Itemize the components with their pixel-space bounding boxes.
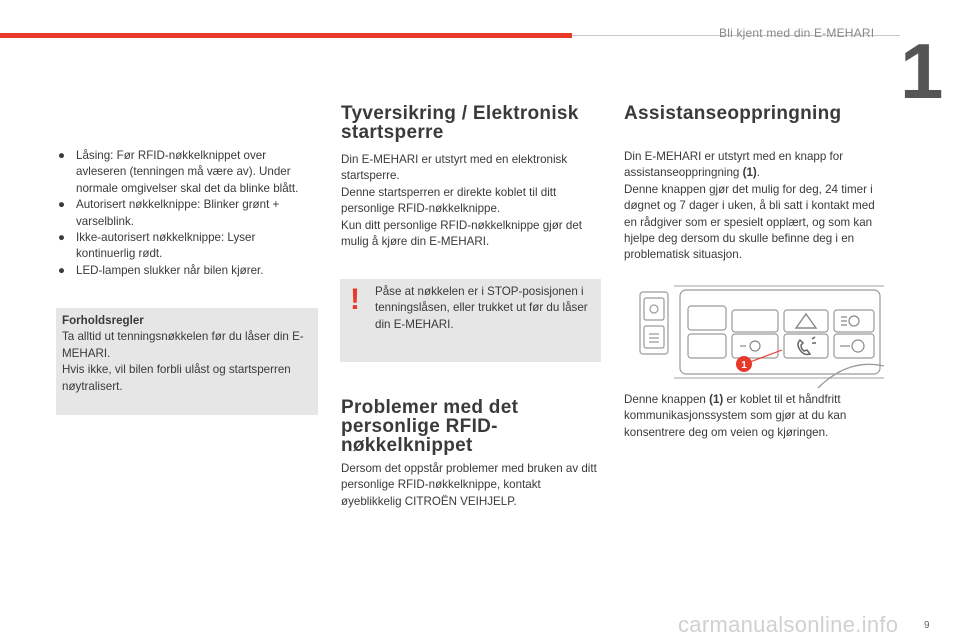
section-heading-immobiliser: Tyversikring / Elektronisk startsperre: [341, 103, 579, 143]
header-accent-bar: [0, 33, 572, 38]
precautions-text: Hvis ikke, vil bilen forbli ulåst og startsperren nøytralisert.: [62, 363, 291, 393]
middle-column: [341, 104, 603, 250]
list-item: ● Autorisert nøkkelknippe: Blinker grønt + varselblink.: [58, 198, 280, 228]
chapter-number: 1: [900, 27, 944, 115]
bullet-icon: ●: [58, 263, 66, 277]
section-heading-problems: Problemer med det personlige RFID- nøkkelknippet: [341, 397, 519, 456]
paragraph: Din E-MEHARI er utstyrt med en elektronisk startsperre.: [341, 153, 568, 183]
list-item: ● Ikke-autorisert nøkkelknippe: Lyser kontinuerlig rødt.: [58, 231, 256, 261]
list-item: ● Låsing: Før RFID-nøkkelknippet over avleseren (tenningen må være av). Under normale omgivelser skal det da blinke blått.: [58, 149, 299, 195]
list-item: ● LED-lampen slukker når bilen kjører.: [58, 263, 316, 279]
warning-text: Påse at nøkkelen er i STOP-posisjonen i tenningslåsen, eller trukket ut før du låser din E-MEHARI.: [375, 285, 588, 331]
middle-column-problems: [341, 398, 603, 510]
assistance-button-figure: [622, 280, 884, 390]
paragraph: Dersom det oppstår problemer med bruken av ditt personlige RFID-nøkkelknippe, kontakt øyeblikkelig CITROËN VEIHJELP.: [341, 462, 597, 508]
bullet-icon: ●: [58, 231, 66, 245]
status-list: [58, 148, 316, 279]
bullet-icon: ●: [58, 149, 66, 162]
paragraph: Denne knappen gjør det mulig for deg, 24 timer i døgnet og 7 dager i uken, å bli satt i kontakt med en rådgiver som er spesielt opplært, og som kan hjelpe deg dersom du skulle befinne deg i en problematisk situasjon.: [624, 182, 875, 262]
chapter-title: Bli kjent med din E-MEHARI: [719, 26, 875, 40]
precautions-box: [56, 308, 318, 415]
paragraph: Denne startsperren er direkte koblet til ditt personlige RFID-nøkkelknippe.: [341, 185, 557, 216]
watermark: carmanualsonline.info: [678, 612, 899, 637]
paragraph: Din E-MEHARI er utstyrt med en knapp for assistanseoppringning (1).: [624, 150, 844, 180]
section-heading-assistance: Assistanseoppringning: [624, 103, 842, 124]
figure-callout-number: 1: [741, 360, 747, 371]
bullet-icon: ●: [58, 198, 66, 212]
page-number: 9: [924, 620, 930, 631]
warning-icon: !: [350, 283, 360, 316]
precautions-text: Ta alltid ut tenningsnøkkelen før du låser din E-MEHARI.: [62, 330, 304, 360]
warning-box: [340, 279, 601, 362]
right-column: [624, 104, 886, 264]
paragraph: Kun ditt personlige RFID-nøkkelknippe gjør det mulig å kjøre din E-MEHARI.: [341, 218, 583, 249]
precautions-title: Forholdsregler: [62, 314, 144, 327]
left-column: [58, 148, 316, 279]
figure-caption: Denne knappen (1) er koblet til et håndfritt kommunikasjonssystem som gjør at du kan konsentrere deg om veien og kjøringen.: [624, 393, 847, 439]
